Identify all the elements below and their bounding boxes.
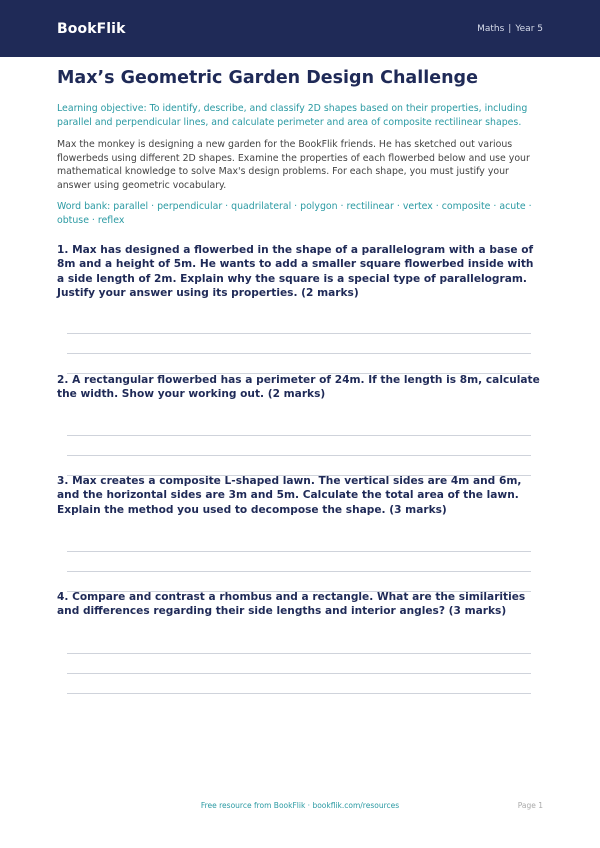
intro-paragraph: Max the monkey is designing a new garden for the BookFlik friends. He has sketched out various flowerbeds using different 2D shapes. Examine the properties of each flowerbed below and use your mathematical knowledge to solve Max's design problems. For each shape, you must justify your answer using geometric vocabulary.: [57, 139, 530, 191]
question-3: 3. Max creates a composite L-shaped lawn. The vertical sides are 4m and 6m, and the horizontal sides are 3m and 5m. Calculate the total area of the lawn. Explain the method you used to decompose the shape. (3 marks): [57, 475, 522, 516]
word-bank: Word bank: parallel · perpendicular · quadrilateral · polygon · rectilinear · vertex · composite · acute · obtuse · reflex: [57, 201, 532, 226]
question-2: 2. A rectangular flowerbed has a perimeter of 24m. If the length is 8m, calculate the width. Show your working out. (2 marks): [57, 374, 540, 401]
answer-line: [67, 673, 531, 674]
answer-line: [67, 455, 531, 456]
worksheet-intro: [57, 67, 543, 227]
answer-line: [67, 551, 531, 552]
worksheet-title: Max’s Geometric Garden Design Challenge: [57, 68, 478, 88]
brand-logo-text: BookFlik: [57, 20, 126, 37]
answer-line: [67, 653, 531, 654]
question-4: 4. Compare and contrast a rhombus and a rectangle. What are the similarities and differences regarding their side lengths and interior angles? (3 marks): [57, 591, 526, 618]
answer-line: [67, 435, 531, 436]
answer-line: [67, 571, 531, 572]
page-number: Page 1: [517, 801, 543, 810]
page-header: [0, 0, 600, 57]
learning-objective: Learning objective: To identify, describe, and classify 2D shapes based on their properties, including parallel and perpendicular lines, and calculate perimeter and area of composite rectilinear shapes.: [57, 103, 528, 128]
answer-line: [67, 353, 531, 354]
answer-line: [67, 693, 531, 694]
year-label: Year 5: [515, 23, 543, 34]
subject-year-label: [477, 24, 543, 34]
question-1: 1. Max has designed a flowerbed in the shape of a parallelogram with a base of 8m and a height of 5m. He wants to add a smaller square flowerbed inside with a side length of 2m. Explain why the square is a special type of parallelogram. Justify your answer using its properties. (2 marks): [57, 244, 534, 299]
subject-label: Maths: [477, 23, 505, 34]
footer-resource-link[interactable]: Free resource from BookFlik · bookflik.com/resources: [200, 801, 400, 810]
subject-separator: |: [508, 23, 512, 34]
answer-line: [67, 333, 531, 334]
